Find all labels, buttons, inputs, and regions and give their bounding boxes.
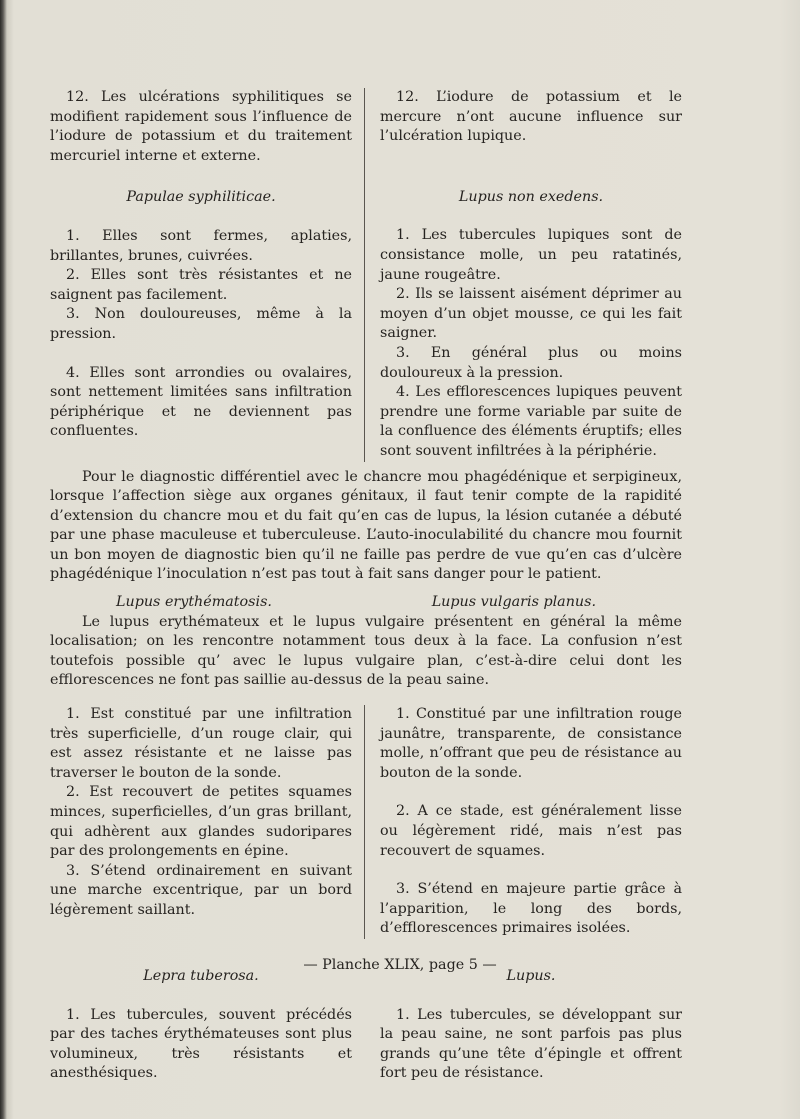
comparison-syphilis-lupus [50,88,682,462]
s2-right-item-3: 3. S’étend en majeure partie grâce à l’apparition, le long des bords, d’efflorescences primaires isolées. [380,881,682,937]
s2-right-item-1: 1. Constitué par une infiltration rouge jaunâtre, transparente, de consistance molle, n’offrant que peu de résistance au bouton de la sonde. [380,706,682,781]
page-footer: — Planche XLIX, page 5 — [303,957,497,973]
heading-lepra-tuberosa: Lepra tuberosa. [143,967,259,984]
comparison-lupus-erythematosis [50,705,682,939]
left-item-3: 3. Non douloureuses, même à la pression. [50,306,352,342]
heading-lupus-vulgaris-planus: Lupus vulgaris planus. [431,594,596,611]
heading-lupus-non-exedens: Lupus non exedens. [458,188,604,205]
s2-left-item-2: 2. Est recouvert de petites squames minces, superficielles, d’un gras brillant, qui adhèrent aux glandes sudoripares par des prolongements en épine. [50,784,352,860]
s3-right-item-1: 1. Les tubercules, se développant sur la peau saine, ne sont parfois pas plus grands qu’une tête d’épingle et offrent fort peu de résistance. [380,1006,682,1082]
s2-left-item-3: 3. S’étend ordinairement en suivant une marche excentrique, par un bord légèrement saillant. [50,862,352,918]
page-text [50,88,682,1084]
right-column-3 [364,967,682,1084]
diagnostic-paragraph: Pour le diagnostic différentiel avec le chancre mou phagédénique et serpigineux, lorsque l’affection siège aux organes génitaux, il faut tenir compte de la rapidité d’extension du chancre mou et du fait qu’en cas de lupus, la lésion cutanée a débuté par une phase maculeuse et tuberculeuse. L’auto-inoculabilité du chancre mou fournit un bon moyen de diagnostic bien qu’il ne faille pas perdre de vue qu’en cas d’ulcère phagédénique l’inoculation n’est pas tout à fait sans danger pour le patient. [50,468,682,583]
left-item-2: 2. Elles sont très résistantes et ne saignent pas facilement. [50,267,352,303]
s2-right-item-2: 2. A ce stade, est généralement lisse ou légèrement ridé, mais n’est pas recouvert de squames. [380,803,682,859]
s2-left-item-1: 1. Est constitué par une infiltration très superficielle, d’un rouge clair, qui est assez résistante et ne laisse pas traverser le bouton de la sonde. [50,706,352,781]
right-item-4: 4. Les efflorescences lupiques peuvent prendre une forme variable par suite de la confluence des éléments éruptifs; elles sont souvent infiltrées à la périphérie. [380,384,682,459]
right-item-3: 3. En général plus ou moins douloureux à la pression. [380,344,682,381]
section2-intro: Le lupus erythémateux et le lupus vulgaire présentent en général la même localisation; on les rencontre notamment tous deux à la face. La confusion n’est toutefois possible qu’ avec le lupus vulgaire plan, c’est-à-dire celui dont les efflorescences ne font pas saillie au-dessus de la peau saine. [50,613,682,689]
right-column [365,88,682,462]
heading-lupus: Lupus. [506,967,556,984]
left-column-2 [50,705,365,939]
right-intro: 12. L’iodure de potassium et le mercure n’ont aucune influence sur l’ulcération lupique. [380,89,682,145]
left-item-1: 1. Elles sont fermes, aplaties, brillantes, brunes, cuivrées. [50,227,352,264]
right-item-2: 2. Ils se laissent aisément déprimer au moyen d’un objet mousse, ce qui les fait saigner. [380,286,682,342]
left-column [50,88,365,462]
s3-left-item-1: 1. Les tubercules, souvent précédés par des taches érythémateuses sont plus volumineux, très résistants et anesthésiques. [50,1006,352,1082]
left-item-4: 4. Elles sont arrondies ou ovalaires, sont nettement limitées sans infiltration périphérique et ne deviennent pas confluentes. [50,364,352,440]
heading-lupus-erythematosis: Lupus erythématosis. [116,594,272,611]
heading-papulae: Papulae syphiliticae. [126,189,276,206]
comparison-lepra-lupus [50,967,682,1084]
section2-headings [50,593,682,613]
left-column-3 [50,967,364,1084]
right-item-1: 1. Les tubercules lupiques sont de consistance molle, un peu ratatinés, jaune rougeâtre. [380,227,682,283]
left-intro: 12. Les ulcérations syphilitiques se modifient rapidement sous l’influence de l’iodure de potassium et du traitement mercuriel interne et externe. [50,89,352,164]
right-column-2 [365,705,682,939]
